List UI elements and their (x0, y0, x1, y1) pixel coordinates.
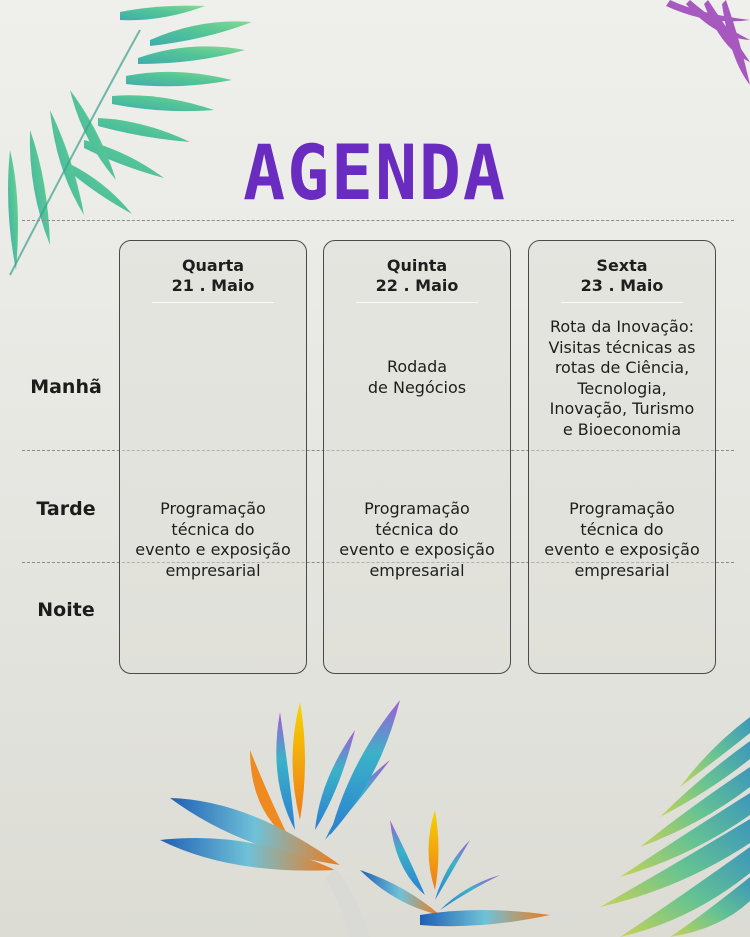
activity-line: de Negócios (367, 377, 467, 397)
activity-line: Programação (569, 499, 675, 518)
activity-line: Programação (160, 499, 266, 518)
activity-line: Visitas técnicas as (548, 337, 696, 357)
activity-line: Inovação, Turismo (549, 399, 695, 418)
morning-activity (529, 317, 715, 440)
bird-of-paradise-flowers-icon (150, 690, 580, 937)
activity-line: Tecnologia, (577, 378, 667, 398)
day-weekday: Quinta (386, 256, 448, 275)
row-label-morning: Manhã (30, 376, 102, 398)
day-header-divider (152, 302, 274, 303)
activity-line: empresarial (574, 560, 670, 580)
activity-line: Programação (364, 499, 470, 518)
day-header (120, 256, 306, 296)
activity-line: evento e exposição (544, 540, 700, 559)
day-date: 22 . Maio (375, 276, 459, 295)
day-header-divider (561, 302, 683, 303)
day-header (324, 256, 510, 296)
activity-line: técnica do (580, 519, 664, 539)
activity-line: Rota da Inovação: (549, 317, 695, 336)
activity-line: técnica do (375, 519, 459, 539)
day-weekday: Sexta (596, 256, 648, 275)
day-card-wednesday (119, 240, 307, 674)
agenda-title: AGENDA (243, 128, 507, 217)
day-weekday: Quarta (181, 256, 245, 275)
activity-line: empresarial (165, 560, 261, 580)
day-header (529, 256, 715, 296)
afternoon-activity (529, 499, 715, 581)
activity-line: Rodada (386, 357, 448, 376)
palm-leaf-bottom-right-icon (560, 707, 750, 937)
day-card-friday (528, 240, 716, 674)
row-divider-top (22, 220, 734, 221)
activity-line: evento e exposição (339, 540, 495, 559)
activity-line: evento e exposição (135, 540, 291, 559)
day-date: 23 . Maio (580, 276, 664, 295)
row-label-afternoon: Tarde (36, 498, 96, 520)
day-card-thursday (323, 240, 511, 674)
activity-line: empresarial (369, 560, 465, 580)
day-header-divider (356, 302, 478, 303)
row-label-night: Noite (37, 599, 95, 621)
activity-line: e Bioeconomia (562, 419, 682, 439)
activity-line: rotas de Ciência, (554, 358, 690, 377)
morning-activity (324, 357, 510, 398)
afternoon-activity (324, 499, 510, 581)
activity-line: técnica do (171, 519, 255, 539)
palm-leaf-top-right-icon (660, 0, 750, 110)
day-date: 21 . Maio (171, 276, 255, 295)
afternoon-activity (120, 499, 306, 581)
